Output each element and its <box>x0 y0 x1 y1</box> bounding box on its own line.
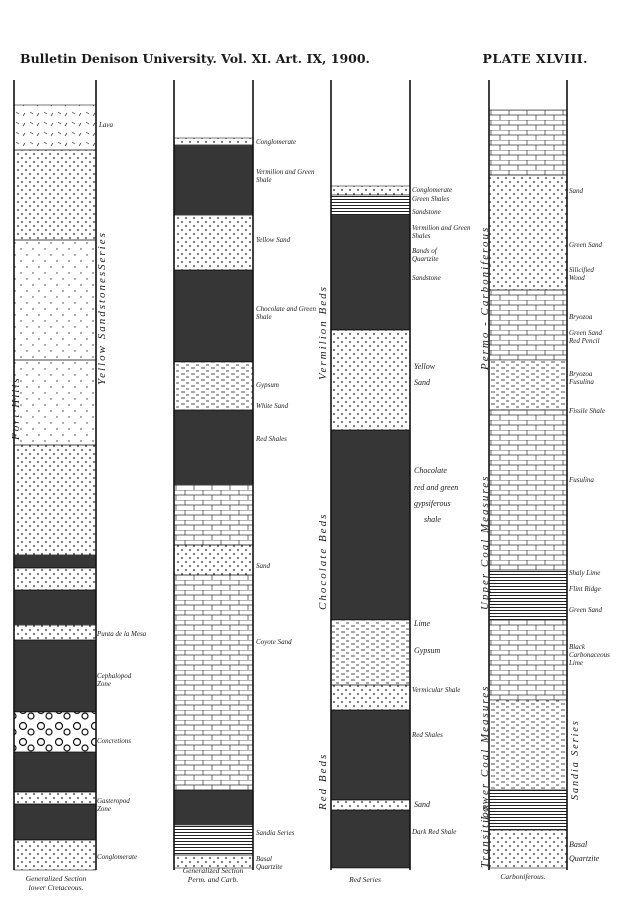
col3-stratum-9 <box>331 810 410 868</box>
label-chocolate-green-shale: Chocolate and Green Shale <box>256 305 317 321</box>
label-sandia-series-4: Sandia Series <box>570 719 581 800</box>
label-lime-3: Lime <box>414 619 430 628</box>
col3-stratum-2 <box>331 215 410 330</box>
label-vermilion-green-shale: Vermilion and Green Shale <box>256 168 315 184</box>
label-fissile-shale: Fissile Shale <box>569 407 605 415</box>
col3-stratum-8 <box>331 800 410 810</box>
label-gypsum-3: Gypsum <box>414 646 441 655</box>
label-chocolate: Chocolate <box>414 466 447 475</box>
label-conglomerate-2: Conglomerate <box>256 138 297 146</box>
label-quartzite-4: Quartzite <box>569 854 600 863</box>
label-black-carbonaceous-lime: Black Carbonaceous Lime <box>569 643 610 667</box>
label-silicified-wood: Silicified Wood <box>569 266 594 282</box>
col2-stratum-8 <box>174 575 253 790</box>
header-title: Bulletin Denison University. Vol. XI. Art. IX, 1900. <box>20 51 370 66</box>
side-label-chocolate-beds: Chocolate Beds <box>317 512 329 610</box>
label-green-shales: Green Shales <box>412 195 450 203</box>
col1-stratum-3 <box>14 360 96 445</box>
col2-stratum-0 <box>174 138 253 145</box>
side-label-transition: Transition <box>479 802 491 868</box>
col1-stratum-14 <box>14 840 96 870</box>
label-shaly-lime: Shaly Lime <box>569 569 601 577</box>
caption-col3: Red Series <box>349 875 381 884</box>
col4-stratum-6 <box>489 620 567 700</box>
label-yellow-sand-2: Yellow Sand <box>256 236 291 244</box>
col3-stratum-3 <box>331 330 410 430</box>
col1-stratum-6 <box>14 568 96 590</box>
label-sandstone-2: Sandstone <box>412 274 441 282</box>
label-vermicular-shale: Vermicular Shale <box>412 686 461 694</box>
label-shale: shale <box>424 515 441 524</box>
label-bryozoa-fusulina: Bryozoa Fusulina <box>569 370 594 386</box>
col2-stratum-7 <box>174 545 253 575</box>
col1-stratum-13 <box>14 804 96 840</box>
col2-stratum-5 <box>174 410 253 485</box>
label-sand-4: Sand <box>569 187 583 195</box>
label-sandstone-1: Sandstone <box>412 208 441 216</box>
label-flint-ridge: Flint Ridge <box>569 585 601 593</box>
label-red-shales-2: Red Shales <box>256 435 287 443</box>
col4-stratum-4 <box>489 410 567 570</box>
col2-stratum-9 <box>174 790 253 825</box>
label-green-sand-red-pencil: Green Sand Red Pencil <box>569 329 602 345</box>
col1-stratum-0 <box>14 105 96 150</box>
col2-stratum-3 <box>174 270 253 362</box>
caption-col1: Generalized Section lower Cretaceous. <box>25 874 87 892</box>
col1-stratum-4 <box>14 445 96 555</box>
caption-col4: Carboniferous. <box>500 872 546 881</box>
label-bryozoa-1: Bryozoa <box>569 313 593 321</box>
col3-stratum-5 <box>331 620 410 685</box>
label-sandia-series-2: Sandia Series <box>256 829 295 837</box>
col4-stratum-2 <box>489 290 567 360</box>
label-cephalopod-zone: Cephalopod Zone <box>97 672 132 688</box>
label-red-and-green: red and green <box>414 483 459 492</box>
caption-col2: Generalized Section Perm. and Carb. <box>182 866 244 884</box>
col2-stratum-10 <box>174 825 253 855</box>
label-sand-3b: Sand <box>414 800 430 809</box>
label-punta-de-la-mesa: Punta de la Mesa <box>97 630 147 638</box>
label-vermilion-green-shales: Vermilion and Green Shales <box>412 224 471 240</box>
col1-stratum-10 <box>14 712 96 752</box>
label-basal-4: Basal <box>569 840 588 849</box>
label-white-sand: White Sand <box>256 402 289 410</box>
col3-stratum-6 <box>331 685 410 710</box>
col1-stratum-7 <box>14 590 96 625</box>
col4-stratum-0 <box>489 110 567 175</box>
label-sand-2: Sand <box>256 562 270 570</box>
col3-stratum-7 <box>331 710 410 800</box>
label-fusulina: Fusulina <box>569 476 594 484</box>
side-label-yellow-sandstones: Yellow Sandstones <box>96 269 108 385</box>
label-dark-red-shale: Dark Red Shale <box>412 828 457 836</box>
col1-stratum-8 <box>14 625 96 640</box>
plate-number: PLATE XLVIII. <box>482 51 588 66</box>
label-conglomerate-1: Conglomerate <box>97 853 138 861</box>
side-label-red-beds: Red Beds <box>317 752 329 810</box>
label-lava: Lava <box>99 121 113 129</box>
col1-stratum-11 <box>14 752 96 792</box>
side-label-vermilion-beds: Vermilion Beds <box>317 285 329 380</box>
col4-stratum-8 <box>489 790 567 830</box>
col4-stratum-9 <box>489 830 567 868</box>
col4-stratum-1 <box>489 175 567 290</box>
label-coyote-sand: Coyote Sand <box>256 638 292 646</box>
label-green-sand-4b: Green Sand <box>569 606 602 614</box>
side-label-lower-coal-measures: Lower Coal Measures <box>479 684 491 820</box>
col1-stratum-2 <box>14 240 96 360</box>
col1-stratum-1 <box>14 150 96 240</box>
label-basal-quartzite-2: Basal Quartzite <box>256 855 283 871</box>
col2-stratum-6 <box>174 485 253 545</box>
col4-stratum-3 <box>489 360 567 410</box>
label-green-sand-4a: Green Sand <box>569 241 602 249</box>
col1-stratum-9 <box>14 640 96 712</box>
label-concretions: Concretions <box>97 737 131 745</box>
label-conglomerate-3: Conglomerate <box>412 186 453 194</box>
label-bands-of-quartzite: Bands of Quartzite <box>412 247 439 263</box>
col3-stratum-0 <box>331 186 410 195</box>
label-yellow: Yellow <box>414 362 436 371</box>
col2-stratum-4 <box>174 362 253 410</box>
col1-stratum-5 <box>14 555 96 568</box>
side-label-upper-coal-measures: Upper Coal Measures <box>479 474 491 610</box>
col3-stratum-1 <box>331 195 410 215</box>
col2-stratum-2 <box>174 215 253 270</box>
label-red-shales-3: Red Shales <box>412 731 443 739</box>
col3-stratum-4 <box>331 430 410 620</box>
col4-stratum-7 <box>489 700 567 790</box>
side-label-series: Series <box>96 231 108 270</box>
label-gasteropod-zone: Gasteropod Zone <box>97 797 130 813</box>
label-gypsum-2: Gypsum <box>256 381 279 389</box>
col4-stratum-5 <box>489 570 567 620</box>
col1-stratum-12 <box>14 792 96 804</box>
side-label-permo-carboniferous: Permo - Carboniferous <box>479 225 491 370</box>
col2-stratum-1 <box>174 145 253 215</box>
label-sand-3a: Sand <box>414 378 430 387</box>
side-label-fort-hills: Fort Hills <box>10 376 22 440</box>
label-gypsiferous: gypsiferous <box>414 499 451 508</box>
